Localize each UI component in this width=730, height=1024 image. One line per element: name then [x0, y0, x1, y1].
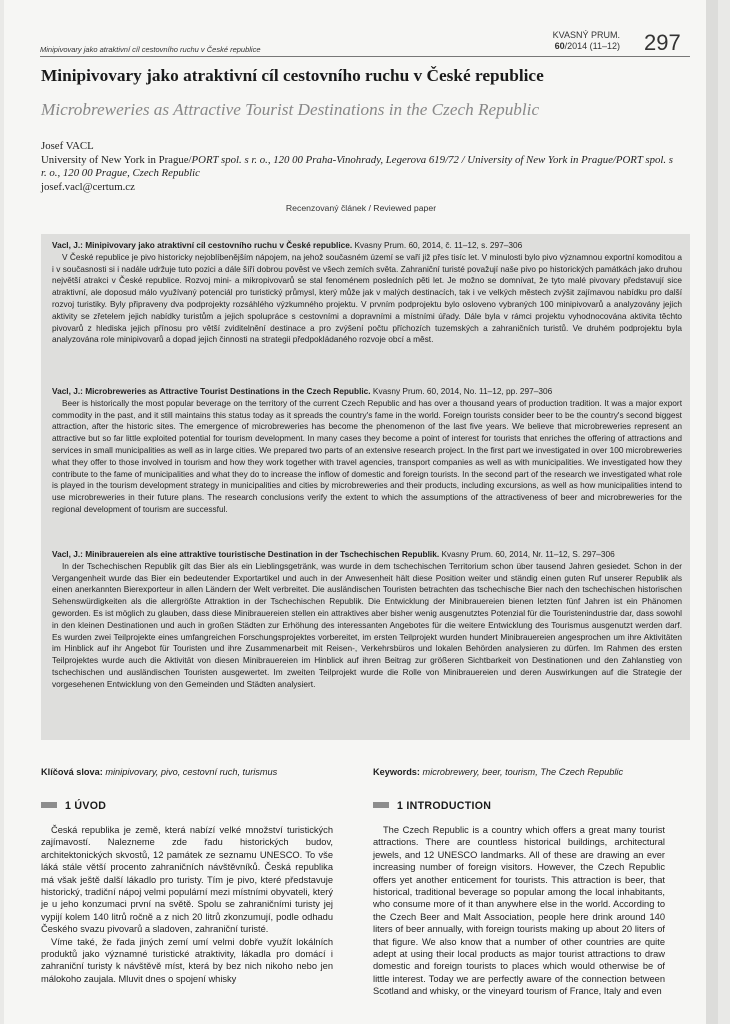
abstract-cz-body: V České republice je pivo historicky nejoblíbenějším nápojem, na jehož současném území se vaří již přes tisíc let. V minulosti bylo pivo významnou exportní komoditou a i v současnosti si i nadále udržuje tuto pozici a dále šíří dobrou pověst ve všech zemích světa. Zahraniční turisté považují naše pivo po historických památkách jako druhou největší atrakci v České republice. Rozvoj mini- a mikropivovarů se stal fenoménem posledních pěti let. Je možno se domnívat, že tyto malé pivovary představují sice atraktivní, ale doposud málo využívaný potenciál pro turistický průmysl, který může jak v malých destinacích, tak i ve velkých městech zvýšit zajímavou nabídku pro další rozvoj turistiky. Byly připraveny dva podprojekty rozsáhlého výzkumného projektu. V prvním podprojektu bylo osloveno vybraných 100 minipivovarů a analyzovány jejich aktivity se zřetelem jejich nabídky turistům a jejich spolupráce s cestovními a dopravními a místními úřady. Dále byla v rámci projektu vyhodnocována aktivita těchto pivovarů z hlediska jejich přínosu pro větší zviditelnění destinace a pro zvýšení počtu příchozích tuzemských a zahraničních turistů. Ve druhém podprojektu byla analyzována role minipivovarů a dopad jejich činnosti na strategii předpokládaného rozvoje obcí a měst. [52, 251, 682, 345]
keywords-en-values: microbrewery, beer, tourism, The Czech Republic [422, 767, 624, 777]
section-heading-cz [41, 800, 106, 812]
page-number: 297 [644, 30, 681, 55]
keywords-cz [41, 767, 277, 777]
keywords-en-label: Keywords: [373, 767, 420, 777]
journal-volume: 60 [554, 41, 565, 51]
abstract-de-heading: Vacl, J.: Minibrauereien als eine attraktive touristische Destination in der Tschechischen Republik. [52, 549, 440, 559]
abstract-en-body: Beer is historically the most popular beverage on the territory of the current Czech Republic and has over a thousand years of production tradition. It was a major export commodity in the past, and it still maintains this status today as it spreads the country's fame in the world. Foreign tourists consider beer to be the country's second biggest attraction, after the historic sites. The emergence of microbreweries has become the phenomenon of the last five years. We believe that microbreweries represent an attractive but so far little exploited potential for tourism development. In many cases they become a point of interest for tourists that enriches the offering of attractions and services in small municipalities as well as in large cities. We prepared two parts of an extensive research project. In the first part we investigated in over 100 microbreweries what they offer to those involved in tourism and how they work together with travel agencies, transport companies as well as with municipalities. We investigated how they contribute to the fame of municipalities and what they do to increase the inflow of domestic and foreign tourists. In the second part of the research we investigated what role is played in the tourism development strategy in municipalities and cities by microbreweries and their products, including excursions, as well as how municipalities intend to use microbreweries in their future plans. The research conclusions verify the extent to which the assumptions of the attractiveness of beer and microbreweries for the regional development of tourism are successful. [52, 397, 682, 514]
abstract-box [41, 234, 690, 740]
section-cz-title: 1 ÚVOD [65, 800, 107, 812]
journal-issue-text: /2014 (11–12) [564, 41, 620, 51]
author-block [41, 140, 681, 194]
journal-page [4, 0, 718, 1024]
abstract-en-heading: Vacl, J.: Microbreweries as Attractive Tourist Destinations in the Czech Republic. [52, 386, 371, 396]
column-en [373, 824, 665, 998]
section-bar-icon [373, 802, 389, 808]
column-cz [41, 824, 333, 985]
abstract-de-body: In der Tschechischen Republik gilt das Bier als ein Lieblingsgetränk, was wurde in dem tschechischen Territorium schon über tausend Jahren gesiedet. Schon in der Vergangenheit wurde das Bier ein bedeutender Exportartikel und auch in der Anwesenheit hält diese Position weiter und ständig einen guten Ruf unserer Republik als einen anerkannten Bierexporteur in allen Ländern der Welt verbreitet. Die ausländischen Touristen betrachten das tschechische Bier nach den tschechischen historischen Sehenswürdigkeiten als die allergrößte Attraktion in der Tschechischen Republik. Die Entwicklung der Minibrauereien bienen letzten fünf Jahren ist ein Phänomen geworden. Es ist möglich zu glauben, dass diese Minibrauereien stellen ein attraktives aber bisher wenig ausgenutztes Potenzial für die Touristenindustrie dar, dass sowohl in den kleinen Destinationen und auch in großen Städten zur Erhöhung des interessanten Angebotes für die weitere Entwicklung des Tourismus ausgenutzt werden darf. Es wurden zwei Teilprojekte eines umfangreichen Forschungsprojektes vorbereitet, im ersten Teilprojekt wurden hundert Minibrauereien angesprochen um ihre Aktivitäten im Hinblick auf ihr Angebot für Touristen und ihre Zusammenarbeit mit Reisen-, Verkehrsbüros und lokalen Behörden analysieren zu dürfen. Im Rahmen des ersten Teilprojektes wurde auch die Aktivität von diesen Minibrauereien im Hinblick auf ihren Beitrag zur größeren Sichtbarkeit von Destinationen und den Zahlanstieg von tschechischen und ausländischen Touristen ausgewertet. Im zweiten Teilprojekt wurde die Rolle von Minibrauereien und deren Auswirkungen auf die Strategie der vorgesehenen Entwicklung von den Gemeinden und Städten analysiert. [52, 560, 682, 689]
section-en-title: 1 INTRODUCTION [397, 800, 492, 812]
section-bar-icon [41, 802, 57, 808]
abstract-cz [52, 240, 682, 346]
abstract-en [52, 386, 682, 516]
abstract-cz-citation: Kvasny Prum. 60, 2014, č. 11–12, s. 297–306 [352, 240, 523, 250]
author-affiliation [41, 154, 681, 181]
abstract-en-citation: Kvasny Prum. 60, 2014, No. 11–12, pp. 297–306 [370, 386, 553, 396]
running-title: Minipivovary jako atraktivní cíl cestovního ruchu v České republice [40, 45, 261, 54]
paragraph-cz-1: Česká republika je země, která nabízí velké množství turistických zajímavostí. Nalezneme zde řadu historických budov, architektonických skvostů, 12 památek ze seznamu UNESCO. To vše láká stále větší procento zahraničních návštěvníků. Česká republika má však ještě další lákadlo pro turisty. Tím je pivo, které představuje historický, tradiční nápoj velmi populární mezi místními obyvateli, který je u jeho konzumaci první na světě. Spolu se zahraničními turisty jej vypijí kolem 140 litrů ročně a z nich 20 litrů zkonzumují, podle odhadu Českého svazu pivovarů a sladoven, zahraniční turisté. [41, 825, 333, 935]
paragraph-cz-2: Víme také, že řada jiných zemí umí velmi dobře využít lokálních produktů jako významné turistické atraktivity, lákadla pro domácí i zahraniční turisty k návštěvě míst, která by bez nich nikoho nebo jen málokoho zaujala. Mluvit dnes o spojení whisky [41, 936, 333, 984]
journal-issue [553, 41, 620, 52]
journal-name: KVASNÝ PRUM. [552, 30, 620, 40]
keywords-cz-label: Klíčová slova: [41, 767, 103, 777]
abstract-cz-heading: Vacl, J.: Minipivovary jako atraktivní cíl cestovního ruchu v České republice. [52, 240, 353, 250]
reviewed-label: Recenzovaný článek / Reviewed paper [285, 203, 437, 213]
page-edge [706, 0, 718, 1024]
section-heading-en [373, 800, 491, 812]
author-name: Josef VACL [41, 140, 94, 152]
paragraph-en-1: The Czech Republic is a country which offers a great many tourist attractions. There are countless historical buildings, architectural jewels, and 12 UNESCO landmarks. All of these are drawing an ever increasing number of foreign visitors. However, the Czech Republic offers yet another enticement for tourists. This attraction is beer, that historical, traditional beverage so popular among the local inhabitants, who consume more of it than anywhere else in the world. According to the Czech Beer and Malt Association, people here drink around 140 liters of beer annually, with foreign tourists making up about 20 liters of that figure. We also know that a number of other countries are quite adept at using their local products as major tourist attractions to draw domestic and foreign tourists to places which would otherwise be of little interest. Today we are perfectly aware of the connection between Scotland and whisky, or the vineyard tourism of France, Italy and even [373, 825, 665, 997]
abstract-de-citation: Kvasny Prum. 60, 2014, Nr. 11–12, S. 297–306 [439, 549, 615, 559]
author-email[interactable]: josef.vacl@certum.cz [41, 180, 135, 193]
article-title: Minipivovary jako atraktivní cíl cestovního ruchu v České republice [41, 66, 544, 85]
keywords-en [373, 767, 623, 777]
header-rule [40, 56, 690, 57]
keywords-cz-values: minipivovary, pivo, cestovní ruch, turismus [105, 767, 278, 777]
abstract-de [52, 549, 682, 691]
journal-info [553, 30, 620, 52]
article-subtitle: Microbreweries as Attractive Tourist Destinations in the Czech Republic [41, 100, 540, 119]
affiliation-text: University of New York in Prague/ [41, 153, 192, 166]
affiliation-address: PORT spol. s r. o., 120 00 Praha-Vinohrady, Legerova 619/72 / University of New York in Prague/PORT spol. s r. o., 120 00 Prague, Czech Republic [41, 153, 674, 180]
